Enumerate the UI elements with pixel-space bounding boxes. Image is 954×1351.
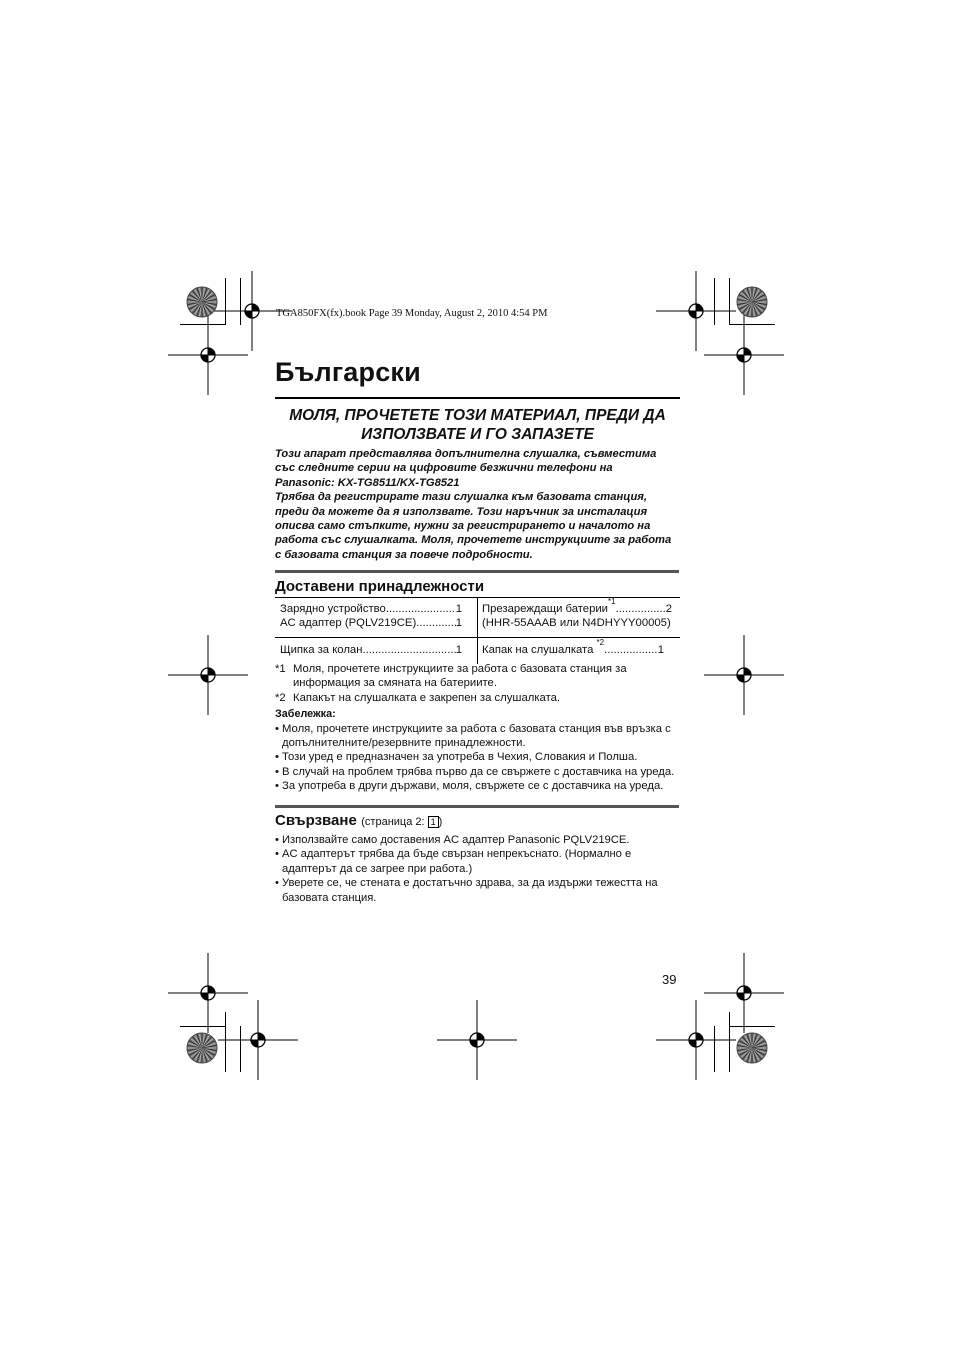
section-divider — [275, 805, 679, 808]
page-reference — [361, 816, 442, 828]
accessory-name: Презареждащи батерии — [482, 603, 608, 615]
footnote-ref: *1 — [608, 597, 616, 606]
starburst-mark-icon — [735, 285, 769, 324]
warning-body-line: преди да можете да я използвате. Този наръчник за инсталация — [275, 505, 648, 518]
footnote-mark: *2 — [275, 691, 286, 704]
list-item: • Уверете се, че стената е достатъчно здрава, за да издържи тежестта на базовата станция. — [275, 876, 680, 905]
footnotes — [275, 662, 680, 794]
warning-heading-line: МОЛЯ, ПРОЧЕТЕТЕ ТОЗИ МАТЕРИАЛ, ПРЕДИ ДА — [289, 407, 666, 424]
connection-list — [275, 833, 680, 905]
accessory-subtext: (HHR-55AAAB или N4DHYYY00005) — [482, 617, 671, 630]
table-cell — [280, 602, 462, 631]
warning-body-line: Трябва да регистрирате тази слушалка към базовата станция, — [275, 491, 647, 504]
accessories-heading: Доставени принадлежности — [275, 578, 485, 595]
warning-heading-line: ИЗПОЛЗВАТЕ И ГО ЗАПАЗЕТЕ — [361, 426, 594, 443]
accessory-qty: 1 — [455, 603, 462, 615]
accessory-name: Капак на слушалката — [482, 644, 594, 656]
page-title: Български — [275, 357, 421, 387]
list-item: • AC адаптерът трябва да бъде свързан непрекъснато. (Нормално е адаптерът да се загрее при работа.) — [275, 847, 680, 876]
warning-body-line: Този апарат представлява допълнителна слушалка, съвместима — [275, 448, 657, 460]
accessory-name: Зарядно устройство — [280, 603, 386, 615]
print-timestamp: TGA850FX(fx).book Page 39 Monday, August 2, 2010 4:54 PM — [276, 308, 548, 319]
accessory-qty: 1 — [657, 644, 664, 656]
footnote — [275, 662, 680, 691]
starburst-mark-icon — [185, 285, 219, 324]
footnote — [275, 691, 680, 705]
list-item: • В случай на проблем трябва първо да се свържете с доставчика на уреда. — [275, 765, 680, 779]
page-reference-text: ) — [438, 816, 443, 828]
footnote-text: информация за смяната на батериите. — [293, 677, 497, 690]
starburst-mark-icon — [735, 1031, 769, 1070]
registration-mark-icon — [168, 635, 248, 715]
warning-body — [275, 447, 680, 562]
accessory-qty: 1 — [455, 644, 462, 656]
accessory-row — [280, 643, 462, 657]
registration-mark-icon — [218, 1000, 298, 1080]
table-cell — [482, 638, 664, 657]
list-item: • За употреба в други държави, моля, свържете се с доставчика на уреда. — [275, 779, 680, 793]
connection-section — [275, 812, 680, 905]
starburst-mark-icon — [185, 1031, 219, 1070]
warning-body-line: с базовата станция за повече подробности. — [275, 548, 533, 561]
accessory-row — [280, 602, 462, 616]
warning-block — [275, 406, 680, 562]
note-label: Забележка: — [275, 708, 336, 721]
list-item: • Използвайте само доставения AC адаптер Panasonic PQLV219CE. — [275, 833, 680, 847]
list-item: • Моля, прочетете инструкциите за работа с базовата станция във връзка с допълнителните/резервните принадлежности. — [275, 722, 680, 751]
accessory-row — [482, 598, 672, 616]
section-divider — [275, 570, 679, 573]
table-cell — [280, 643, 462, 657]
connection-heading: Свързване — [275, 812, 357, 829]
registration-mark-icon — [704, 635, 784, 715]
footnote-text: Капакът на слушалката е закрепен за слушалката. — [293, 691, 561, 704]
registration-mark-icon — [704, 315, 784, 395]
accessory-qty: 1 — [455, 617, 462, 630]
registration-mark-icon — [656, 1000, 736, 1080]
accessory-name: AC адаптер (PQLV219CE) — [280, 617, 417, 630]
warning-body-line: описва само стъпките, нужни за регистрирането и началото на — [275, 520, 651, 533]
warning-body-line: със следните серии на цифровите безжични телефони на — [275, 462, 613, 475]
accessory-row — [482, 638, 664, 657]
page-number: 39 — [662, 972, 677, 987]
figure-number-box: 1 — [428, 816, 439, 828]
accessory-qty: 2 — [665, 603, 672, 615]
footnote-mark: *1 — [275, 663, 286, 675]
accessory-row — [280, 616, 462, 630]
title-underline — [275, 397, 680, 399]
warning-heading — [275, 406, 680, 444]
table-cell — [482, 598, 672, 631]
footnote-ref: *2 — [596, 638, 605, 647]
registration-mark-icon — [437, 1000, 517, 1080]
list-item: • Този уред е предназначен за употреба в Чехия, Словакия и Полша. — [275, 750, 680, 764]
page-reference-text: (страница 2: — [361, 816, 428, 828]
accessories-table — [275, 597, 680, 664]
note-list — [275, 722, 680, 794]
accessory-name: Щипка за колан — [280, 644, 363, 656]
warning-body-line: работа със слушалката. Моля, прочетете инструкциите за работа — [275, 534, 672, 547]
warning-body-line: Panasonic: KX-TG8511/KX-TG8521 — [275, 476, 460, 489]
footnote-text: Моля, прочетете инструкциите за работа с базовата станция за — [293, 663, 627, 675]
